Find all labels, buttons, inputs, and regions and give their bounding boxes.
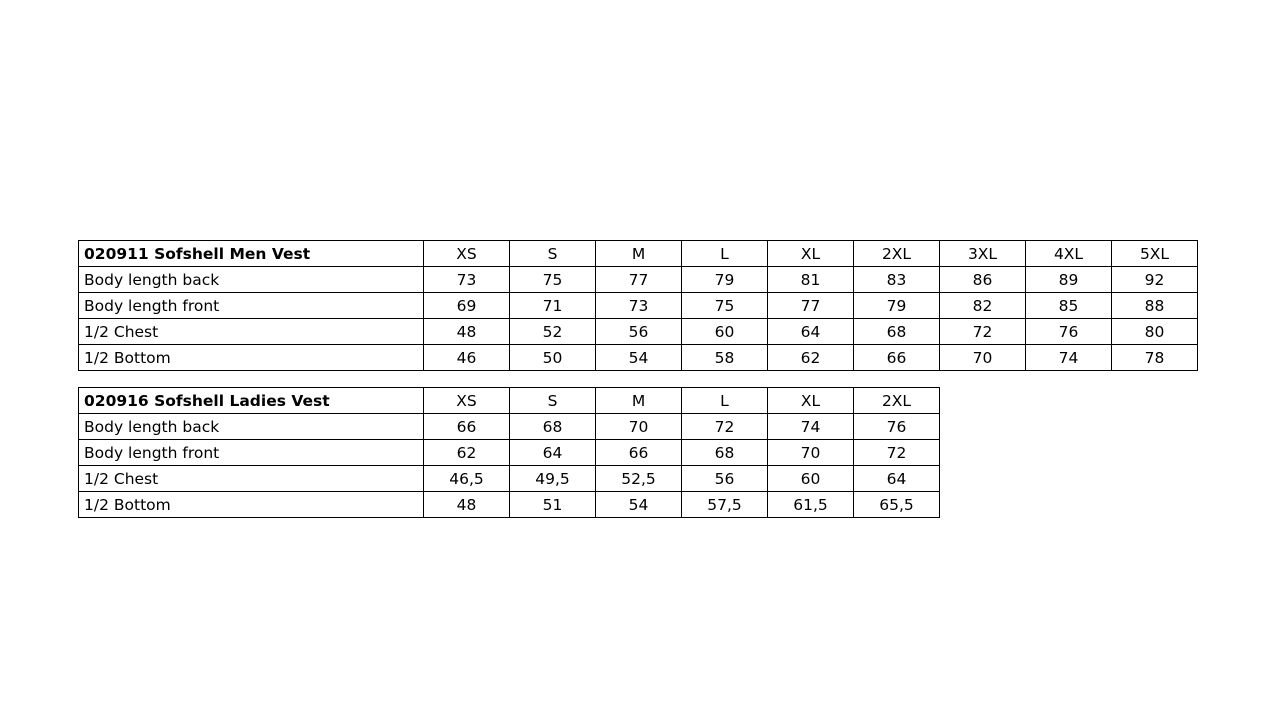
table-row — [79, 293, 1198, 319]
size-header-xl: XL — [768, 388, 854, 414]
size-header-5xl: 5XL — [1112, 241, 1198, 267]
measurement-value: 66 — [424, 414, 510, 440]
measurement-value: 68 — [854, 319, 940, 345]
measurement-value: 62 — [424, 440, 510, 466]
size-header-xs: XS — [424, 241, 510, 267]
measurement-value: 70 — [596, 414, 682, 440]
table-row — [79, 440, 940, 466]
measurement-value: 58 — [682, 345, 768, 371]
table-title: 020916 Sofshell Ladies Vest — [79, 388, 424, 414]
measurement-value: 46 — [424, 345, 510, 371]
measurement-value: 88 — [1112, 293, 1198, 319]
measurement-value: 69 — [424, 293, 510, 319]
measurement-value: 50 — [510, 345, 596, 371]
table-row — [79, 345, 1198, 371]
size-header-s: S — [510, 241, 596, 267]
measurement-value: 48 — [424, 492, 510, 518]
measurement-value: 71 — [510, 293, 596, 319]
size-header-4xl: 4XL — [1026, 241, 1112, 267]
measurement-value: 77 — [596, 267, 682, 293]
measurement-value: 77 — [768, 293, 854, 319]
measurement-value: 68 — [510, 414, 596, 440]
size-table-ladies — [78, 387, 940, 518]
measurement-label: 1/2 Bottom — [79, 492, 424, 518]
measurement-value: 82 — [940, 293, 1026, 319]
measurement-label: 1/2 Bottom — [79, 345, 424, 371]
measurement-value: 54 — [596, 492, 682, 518]
size-header-3xl: 3XL — [940, 241, 1026, 267]
size-header-2xl: 2XL — [854, 241, 940, 267]
measurement-value: 64 — [854, 466, 940, 492]
measurement-value: 79 — [682, 267, 768, 293]
measurement-value: 56 — [682, 466, 768, 492]
size-header-xl: XL — [768, 241, 854, 267]
measurement-value: 72 — [940, 319, 1026, 345]
measurement-value: 74 — [768, 414, 854, 440]
measurement-value: 70 — [940, 345, 1026, 371]
measurement-value: 61,5 — [768, 492, 854, 518]
measurement-value: 48 — [424, 319, 510, 345]
table-header-row — [79, 241, 1198, 267]
measurement-label: Body length back — [79, 267, 424, 293]
measurement-value: 92 — [1112, 267, 1198, 293]
measurement-value: 89 — [1026, 267, 1112, 293]
measurement-value: 80 — [1112, 319, 1198, 345]
measurement-value: 86 — [940, 267, 1026, 293]
measurement-value: 51 — [510, 492, 596, 518]
measurement-value: 62 — [768, 345, 854, 371]
size-table-men — [78, 240, 1198, 371]
measurement-value: 56 — [596, 319, 682, 345]
measurement-value: 83 — [854, 267, 940, 293]
size-header-s: S — [510, 388, 596, 414]
measurement-value: 57,5 — [682, 492, 768, 518]
measurement-value: 81 — [768, 267, 854, 293]
size-header-2xl: 2XL — [854, 388, 940, 414]
measurement-value: 78 — [1112, 345, 1198, 371]
measurement-value: 79 — [854, 293, 940, 319]
measurement-value: 54 — [596, 345, 682, 371]
measurement-value: 65,5 — [854, 492, 940, 518]
measurement-value: 75 — [510, 267, 596, 293]
size-header-xs: XS — [424, 388, 510, 414]
measurement-value: 73 — [596, 293, 682, 319]
measurement-value: 52,5 — [596, 466, 682, 492]
table-title: 020911 Sofshell Men Vest — [79, 241, 424, 267]
measurement-value: 70 — [768, 440, 854, 466]
table-row — [79, 267, 1198, 293]
measurement-value: 60 — [682, 319, 768, 345]
table-header-row — [79, 388, 940, 414]
size-header-l: L — [682, 388, 768, 414]
size-header-m: M — [596, 388, 682, 414]
measurement-value: 64 — [510, 440, 596, 466]
measurement-value: 64 — [768, 319, 854, 345]
table-row — [79, 466, 940, 492]
measurement-value: 52 — [510, 319, 596, 345]
measurement-label: 1/2 Chest — [79, 466, 424, 492]
measurement-label: Body length front — [79, 440, 424, 466]
table-spacer — [78, 371, 1202, 387]
measurement-value: 76 — [854, 414, 940, 440]
measurement-value: 49,5 — [510, 466, 596, 492]
measurement-value: 85 — [1026, 293, 1112, 319]
size-header-l: L — [682, 241, 768, 267]
measurement-label: Body length back — [79, 414, 424, 440]
measurement-value: 46,5 — [424, 466, 510, 492]
measurement-label: Body length front — [79, 293, 424, 319]
measurement-value: 68 — [682, 440, 768, 466]
measurement-value: 75 — [682, 293, 768, 319]
measurement-value: 76 — [1026, 319, 1112, 345]
measurement-value: 72 — [854, 440, 940, 466]
size-header-m: M — [596, 241, 682, 267]
table-row — [79, 414, 940, 440]
measurement-value: 72 — [682, 414, 768, 440]
measurement-label: 1/2 Chest — [79, 319, 424, 345]
measurement-value: 60 — [768, 466, 854, 492]
table-row — [79, 492, 940, 518]
measurement-value: 66 — [854, 345, 940, 371]
measurement-value: 74 — [1026, 345, 1112, 371]
measurement-value: 73 — [424, 267, 510, 293]
measurement-value: 66 — [596, 440, 682, 466]
size-chart-sheet — [78, 240, 1202, 518]
table-row — [79, 319, 1198, 345]
